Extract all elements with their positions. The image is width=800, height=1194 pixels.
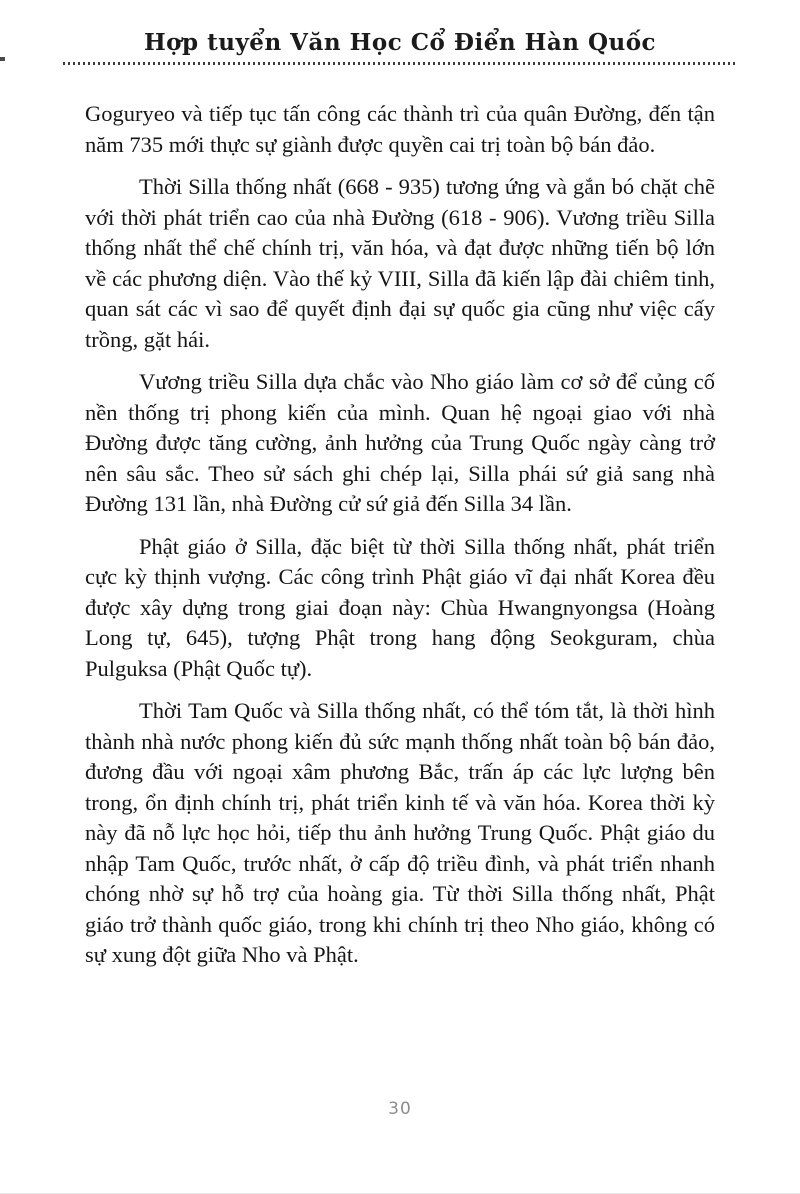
- page-body: [85, 99, 715, 971]
- body-paragraph: Phật giáo ở Silla, đặc biệt từ thời Silla thống nhất, phát triển cực kỳ thịnh vượng. Các công trình Phật giáo vĩ đại nhất Korea đều được xây dựng trong giai đoạn này: Chùa Hwangnyongsa (Hoàng Long tự, 645), tượng Phật trong hang động Seokguram, chùa Pulguksa (Phật Quốc tự).: [85, 533, 715, 681]
- page-header: [0, 0, 800, 65]
- body-paragraph: Thời Tam Quốc và Silla thống nhất, có thể tóm tắt, là thời hình thành nhà nước phong kiến đủ sức mạnh thống nhất toàn bộ bán đảo, đương đầu với ngoại xâm phương Bắc, trấn áp các lực lượng bên trong, ổn định chính trị, phát triển kinh tế và văn hóa. Korea thời kỳ này đã nỗ lực học hỏi, tiếp thu ảnh hưởng Trung Quốc. Phật giáo du nhập Tam Quốc, trước nhất, ở cấp độ triều đình, và phát triển nhanh chóng nhờ sự hỗ trợ của hoàng gia. Từ thời Silla thống nhất, Phật giáo trở thành quốc giáo, trong khi chính trị theo Nho giáo, không có sự xung đột giữa Nho và Phật.: [85, 698, 715, 967]
- page-number: 30: [388, 1099, 412, 1119]
- dotted-divider: [63, 62, 738, 65]
- body-paragraph: Thời Silla thống nhất (668 - 935) tương ứng và gắn bó chặt chẽ với thời phát triển cao của nhà Đường (618 - 906). Vương triều Silla thống nhất thể chế chính trị, văn hóa, và đạt được những tiến bộ lớn về các phương diện. Vào thế kỷ VIII, Silla đã kiến lập đài chiêm tinh, quan sát các vì sao để quyết định đại sự quốc gia cũng như việc cấy trồng, gặt hái.: [85, 174, 715, 352]
- scan-artifact-mark: [0, 57, 5, 61]
- body-paragraph: Vương triều Silla dựa chắc vào Nho giáo làm cơ sở để củng cố nền thống trị phong kiến của mình. Quan hệ ngoại giao với nhà Đường được tăng cường, ảnh hưởng của Trung Quốc ngày càng trở nên sâu sắc. Theo sử sách ghi chép lại, Silla phái sứ giả sang nhà Đường 131 lần, nhà Đường cử sứ giả đến Silla 34 lần.: [85, 369, 715, 516]
- body-paragraph: Goguryeo và tiếp tục tấn công các thành trì của quân Đường, đến tận năm 735 mới thực sự giành được quyền cai trị toàn bộ bán đảo.: [85, 101, 715, 157]
- running-head-title: Hợp tuyển Văn Học Cổ Điển Hàn Quốc: [143, 29, 657, 56]
